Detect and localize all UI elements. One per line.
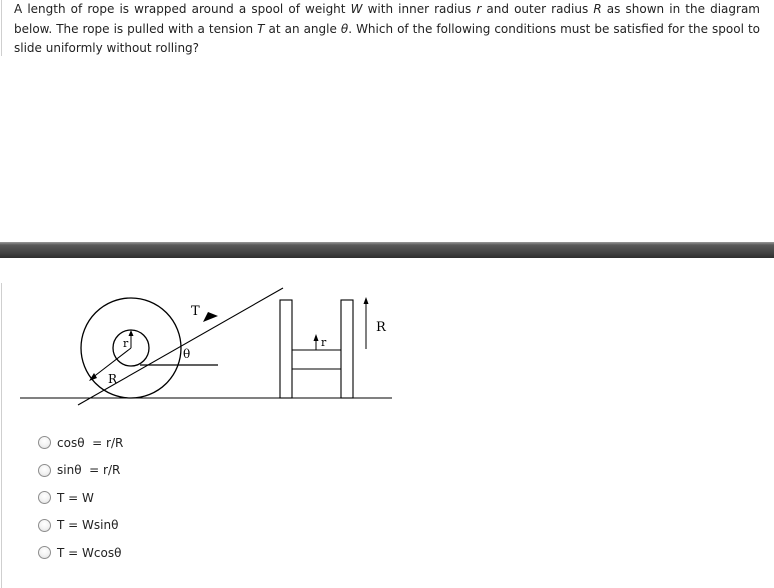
question-text-segment: at an angle <box>264 21 341 36</box>
question-variable: θ <box>340 21 349 36</box>
answer-option[interactable] <box>38 484 123 512</box>
spool-side-right-flange <box>341 300 353 398</box>
question-text-segment: with inner radius <box>362 2 477 16</box>
panel-divider-bar[interactable] <box>0 242 774 258</box>
outer-radius-label-front: R <box>108 372 118 386</box>
answer-option-label[interactable]: T = Wsinθ <box>57 518 119 533</box>
side-inner-radius-arrowhead <box>314 334 319 341</box>
answer-option-label[interactable]: T = W <box>57 490 94 505</box>
answer-option-label[interactable]: cosθ = r/R <box>57 435 124 450</box>
rope-line <box>78 288 283 405</box>
inner-radius-label-front: r <box>123 337 129 350</box>
inner-radius-label-side: r <box>321 336 327 349</box>
question-text <box>14 0 760 59</box>
answer-option[interactable] <box>38 457 123 485</box>
answer-option[interactable] <box>38 539 123 567</box>
question-text-segment: . Which of the following conditions must be satisfied for the spool to slide uniformly without rolling? <box>14 21 760 55</box>
radio-button[interactable] <box>38 519 51 532</box>
question-panel <box>0 0 774 242</box>
question-variable: T <box>257 21 265 36</box>
tension-arrowhead <box>203 312 218 322</box>
question-variable: r <box>476 2 482 16</box>
answer-option-label[interactable]: sinθ = r/R <box>57 463 121 478</box>
angle-label: θ <box>183 347 191 361</box>
left-border-top <box>1 0 2 56</box>
radio-button[interactable] <box>38 436 51 449</box>
answer-option-label[interactable]: T = Wcosθ <box>57 545 122 560</box>
question-text-segment: and outer radius <box>481 2 594 16</box>
question-text-segment: A length of rope is wrapped around a spool of weight <box>14 2 351 16</box>
answer-option[interactable] <box>38 512 123 540</box>
answer-options <box>38 429 123 567</box>
spool-side-left-flange <box>280 300 292 398</box>
tension-label: T <box>191 304 200 319</box>
question-variable: R <box>593 2 602 16</box>
outer-radius-label-side: R <box>376 320 386 335</box>
spool-diagram <box>0 258 774 418</box>
question-variable: W <box>350 2 363 16</box>
question-text-segment: as shown in the diagram below. The rope is pulled with a tension <box>14 2 760 36</box>
radio-button[interactable] <box>38 464 51 477</box>
inner-radius-arrowhead <box>129 330 134 336</box>
radio-button[interactable] <box>38 491 51 504</box>
radio-button[interactable] <box>38 546 51 559</box>
answer-option[interactable] <box>38 429 123 457</box>
side-outer-radius-arrowhead <box>364 297 369 304</box>
